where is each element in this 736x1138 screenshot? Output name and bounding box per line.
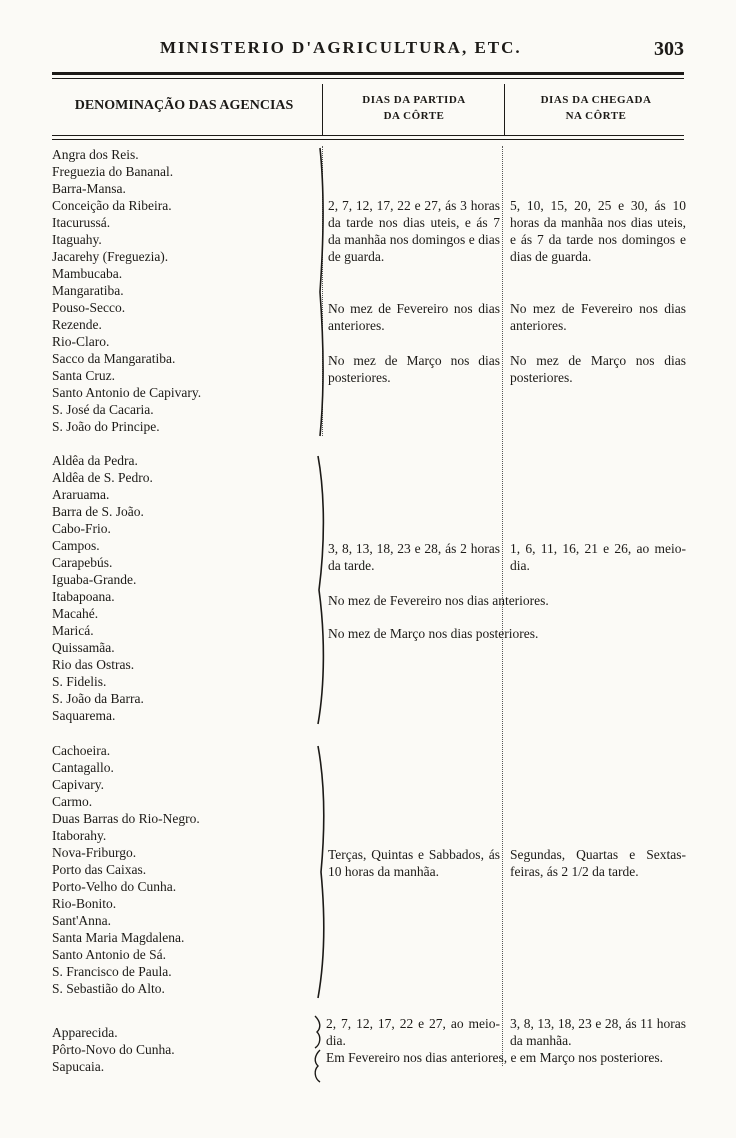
agency-name: Aldêa da Pedra. <box>52 453 138 468</box>
agency-name: Campos. <box>52 538 100 553</box>
agency-name: Quissamãa. <box>52 640 115 655</box>
column-header-arrival <box>508 92 684 124</box>
agency-name: Saquarema. <box>52 708 116 723</box>
agency-name: Araruama. <box>52 487 110 502</box>
agency-name: Porto-Velho do Cunha. <box>52 879 177 894</box>
group-4-brace-bottom <box>312 1048 324 1084</box>
header-separator-1 <box>322 84 323 136</box>
group-1-brace <box>314 146 328 438</box>
header-rule-1 <box>52 135 684 136</box>
agency-name: Jacarehy (Freguezia). <box>52 249 169 264</box>
group-3-brace <box>314 744 328 1000</box>
agency-name: Cantagallo. <box>52 760 114 775</box>
agency-name: Mambucaba. <box>52 266 123 281</box>
header-rule-2 <box>52 139 684 140</box>
agency-name: S. José da Cacaria. <box>52 402 154 417</box>
agency-name: Itaborahy. <box>52 828 107 843</box>
group-3-departure: Terças, Quintas e Sabbados, ás 10 horas da manhãa. <box>328 847 500 879</box>
agency-name: Sacco da Mangaratiba. <box>52 351 176 366</box>
agency-name: Barra de S. João. <box>52 504 144 519</box>
group-4-departure: 2, 7, 12, 17, 22 e 27, ao meio-dia. <box>326 1016 500 1048</box>
agency-name: Santa Cruz. <box>52 368 115 383</box>
group-4-arrival: 3, 8, 13, 18, 23 e 28, ás 11 horas da manhãa. <box>510 1016 686 1048</box>
group-1-departure: 2, 7, 12, 17, 22 e 27, ás 3 horas da tarde nos dias uteis, e ás 7 da manhãa nos domingos e dias de guarda. <box>328 198 500 264</box>
group-1-feb-arrival: No mez de Fevereiro nos dias anteriores. <box>510 301 686 333</box>
agency-name: Cachoeira. <box>52 743 111 758</box>
agency-name: Santa Maria Magdalena. <box>52 930 185 945</box>
agency-name: Rio-Bonito. <box>52 896 117 911</box>
agency-name: Rezende. <box>52 317 102 332</box>
agency-name: Sapucaia. <box>52 1059 105 1074</box>
agency-name: Conceição da Ribeira. <box>52 198 172 213</box>
arrival-header-line2: NA CÔRTE <box>565 110 627 122</box>
agency-name: Cabo-Frio. <box>52 521 111 536</box>
group-2-departure: 3, 8, 13, 18, 23 e 28, ás 2 horas da tarde. <box>328 541 500 573</box>
agency-name: Freguezia do Bananal. <box>52 164 174 179</box>
agency-name: Rio-Claro. <box>52 334 110 349</box>
group-4-note: Em Fevereiro nos dias anteriores, e em Março nos posteriores. <box>326 1050 664 1065</box>
departure-header-line1: DIAS DA PARTIDA <box>362 94 466 106</box>
agency-name: Itaguahy. <box>52 232 102 247</box>
agency-name: Macahé. <box>52 606 99 621</box>
agency-name: Angra dos Reis. <box>52 147 139 162</box>
arrival-header-line1: DIAS DA CHEGADA <box>540 94 652 106</box>
header-separator-2 <box>504 84 505 136</box>
group-2-mar-note: No mez de Março nos dias posteriores. <box>328 626 539 641</box>
top-rule-thick <box>52 72 684 75</box>
agency-name: Santo Antonio de Sá. <box>52 947 166 962</box>
agency-name: Nova-Friburgo. <box>52 845 137 860</box>
page-header-title: MINISTERIO D'AGRICULTURA, ETC. <box>160 38 522 57</box>
group-4-brace-top <box>312 1014 324 1050</box>
agency-name: Sant'Anna. <box>52 913 112 928</box>
agency-name: Iguaba-Grande. <box>52 572 137 587</box>
agency-name: Mangaratiba. <box>52 283 124 298</box>
agency-name: Aldêa de S. Pedro. <box>52 470 153 485</box>
group-3-arrival: Segundas, Quartas e Sextas-feiras, ás 2 1/2 da tarde. <box>510 847 686 879</box>
agency-name: S. João da Barra. <box>52 691 144 706</box>
agency-name: Itabapoana. <box>52 589 115 604</box>
agency-name: Porto das Caixas. <box>52 862 147 877</box>
agency-name: S. João do Principe. <box>52 419 160 434</box>
group-1-mar-departure: No mez de Março nos dias posteriores. <box>328 353 500 385</box>
agency-name: Barra-Mansa. <box>52 181 126 196</box>
agency-name: Itacurussá. <box>52 215 111 230</box>
agency-name: Apparecida. <box>52 1025 118 1040</box>
group-2-feb-note: No mez de Fevereiro nos dias anteriores. <box>328 593 549 608</box>
agency-name: Santo Antonio de Capivary. <box>52 385 202 400</box>
agency-name: Carmo. <box>52 794 93 809</box>
column-header-agencies: DENOMINAÇÃO DAS AGENCIAS <box>74 98 294 113</box>
agency-name: Pouso-Secco. <box>52 300 126 315</box>
group-1-mar-arrival: No mez de Março nos dias posteriores. <box>510 353 686 385</box>
agency-name: Carapebús. <box>52 555 113 570</box>
agency-name: Rio das Ostras. <box>52 657 135 672</box>
group-2-brace <box>314 454 328 726</box>
departure-header-line2: DA CÔRTE <box>383 110 445 122</box>
agency-name: Capivary. <box>52 777 104 792</box>
agency-name: Maricá. <box>52 623 94 638</box>
group-1-feb-departure: No mez de Fevereiro nos dias anteriores. <box>328 301 500 333</box>
page-number: 303 <box>654 38 684 60</box>
agency-name: S. Fidelis. <box>52 674 107 689</box>
agency-name: S. Francisco de Paula. <box>52 964 172 979</box>
agency-name: S. Sebastião do Alto. <box>52 981 165 996</box>
group-1-arrival: 5, 10, 15, 20, 25 e 30, ás 10 horas da manhãa nos dias uteis, e ás 7 da tarde nos domingos e dias de guarda. <box>510 198 686 264</box>
group-2-arrival: 1, 6, 11, 16, 21 e 26, ao meio-dia. <box>510 541 686 573</box>
agency-name: Pôrto-Novo do Cunha. <box>52 1042 175 1057</box>
top-rule-thin <box>52 78 684 79</box>
agency-name: Duas Barras do Rio-Negro. <box>52 811 200 826</box>
column-header-departure <box>326 92 502 124</box>
